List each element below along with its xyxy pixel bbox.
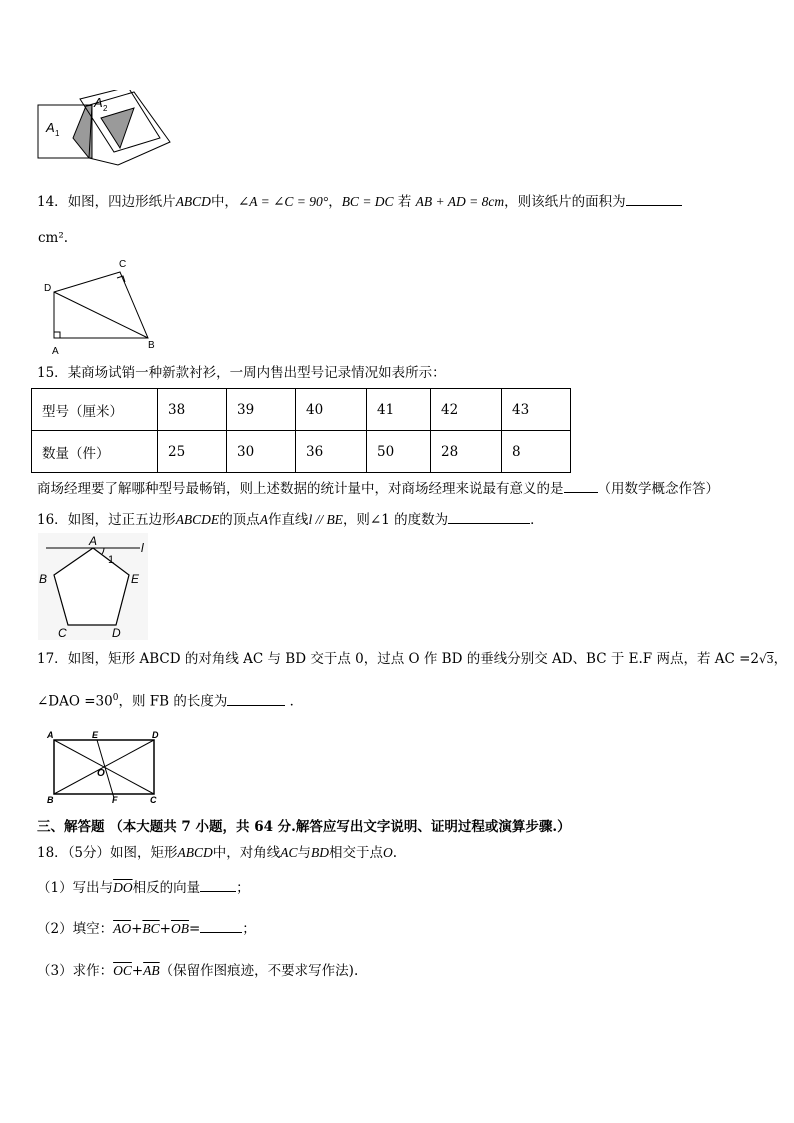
- table-cell: 25: [158, 431, 227, 473]
- quadrilateral-abcd-diagram: [38, 254, 168, 358]
- label-b: B: [39, 572, 48, 586]
- q16-line: l // BE: [308, 512, 343, 527]
- q14-unit: cm²: [38, 230, 64, 246]
- q16-number: 16．: [37, 512, 68, 528]
- vector-ob: $\overline{OB}$: [170, 921, 189, 936]
- label-a: A: [89, 534, 98, 548]
- label-a: A: [52, 346, 59, 357]
- plus-sign: +: [131, 963, 144, 979]
- q16-text-2: 的顶点: [219, 512, 260, 528]
- q17-number: 17．: [37, 651, 68, 667]
- q18-text-1: 如图，矩形: [110, 845, 178, 861]
- q14-text-2: 中，: [210, 194, 238, 210]
- table-cell: 38: [158, 389, 227, 431]
- q14-text-1: 如图，四边形纸片: [67, 194, 176, 210]
- q17-sqrt-value: 3: [766, 653, 774, 666]
- q16-text-4: ，则∠1 的度数为: [342, 512, 449, 528]
- q17-text-1: 如图，矩形 ABCD 的对角线 AC 与 BD 交于点 0，过点 O 作 BD 的垂线分别交 AD、BC 于 E.F 两点，若 AC =2: [67, 651, 760, 667]
- q18-end: .: [392, 845, 398, 861]
- right-angle-a: [54, 332, 60, 338]
- label-d: D: [152, 730, 159, 740]
- q17-answer-blank[interactable]: [227, 693, 285, 706]
- table-row: [32, 431, 571, 473]
- q14-unit-end: .: [63, 230, 69, 246]
- q16-figure: [38, 533, 148, 640]
- label-l: l: [141, 541, 144, 555]
- vector-ab: $\overline{AB}$: [143, 963, 160, 978]
- q18-bd: BD: [311, 845, 330, 860]
- q18-text: [37, 844, 397, 862]
- label-o: O: [97, 768, 105, 779]
- q16-point-a: A: [259, 512, 268, 527]
- label-e: E: [131, 572, 140, 586]
- q16-text-3: 作直线: [267, 512, 309, 528]
- table-header-count: 数量（件）: [32, 431, 158, 473]
- q18-p3-label: （3）求作：: [37, 963, 114, 979]
- q16-answer-blank[interactable]: [448, 511, 530, 524]
- q14-number: 14．: [37, 194, 68, 210]
- table-cell: 39: [227, 389, 296, 431]
- label-b: B: [148, 340, 155, 351]
- vector-oc: $\overline{OC}$: [113, 963, 132, 978]
- table-row: [32, 389, 571, 431]
- q14-text: [37, 193, 682, 211]
- label-d: D: [44, 283, 52, 294]
- q18-text-3: 与: [297, 845, 312, 861]
- q17-end: ．: [289, 693, 304, 710]
- label-f: F: [112, 795, 118, 805]
- q14-sep-1: ，: [328, 194, 342, 210]
- label-a1-sub: 1: [55, 129, 60, 138]
- q18-point-o: O: [383, 845, 393, 860]
- q18-part-2: [37, 920, 256, 938]
- q15-after-1: 商场经理要了解哪种型号最畅销，则上述数据的统计量中，对商场经理来说最有意义的是: [37, 481, 564, 497]
- q14-abcd: ABCD: [175, 194, 211, 209]
- table-cell: 42: [431, 389, 502, 431]
- q15-followup: [37, 480, 719, 498]
- q18-p1-label: （1）写出与: [37, 880, 114, 896]
- q18-abcd: ABCD: [177, 845, 213, 860]
- overlapping-squares-diagram: [34, 90, 174, 170]
- q15-answer-blank[interactable]: [564, 480, 598, 493]
- q18-number: 18．: [37, 845, 68, 861]
- q14-condition-2: BC = DC: [341, 194, 394, 209]
- q17-degree: 0: [112, 693, 119, 703]
- q16-text-1: 如图，过正五边形: [67, 512, 176, 528]
- q18-p1-end: ；: [236, 880, 250, 896]
- q17-text-2: ∠DAO =30: [37, 693, 113, 710]
- diagonal-db: [54, 292, 148, 338]
- q14-unit-line: [38, 229, 68, 247]
- sqrt-symbol: √: [759, 652, 767, 666]
- table-cell: 28: [431, 431, 502, 473]
- table-cell: 43: [502, 389, 571, 431]
- table-header-size: 型号（厘米）: [32, 389, 158, 431]
- q17-text: [37, 650, 787, 669]
- label-a2-sub: 2: [103, 104, 108, 113]
- label-b: B: [47, 795, 54, 805]
- q18-part-3: [37, 962, 358, 980]
- rectangle-diagram: [44, 728, 170, 806]
- q15-table: [31, 388, 571, 473]
- q18-part-1: [37, 879, 250, 897]
- table-cell: 30: [227, 431, 296, 473]
- q17-figure: [44, 728, 170, 806]
- table-cell: 41: [367, 389, 431, 431]
- q14-text-3: 若: [397, 194, 412, 210]
- label-a: A: [47, 730, 54, 740]
- label-c: C: [58, 626, 67, 640]
- q18-text-4: 相交于点: [329, 845, 384, 861]
- q18-score: （5分）: [67, 845, 111, 861]
- pentagon-diagram: [38, 533, 148, 640]
- section-3-heading: [37, 818, 571, 836]
- q18-p1-answer-blank[interactable]: [200, 879, 236, 892]
- q16-abcde: ABCDE: [175, 512, 220, 527]
- q17-text-line2: [37, 689, 303, 711]
- q17-text-3: ，则 FB 的长度为: [118, 693, 228, 710]
- label-e: E: [92, 730, 99, 740]
- q16-end: ．: [530, 512, 544, 528]
- q16-text: [37, 511, 544, 529]
- q15-after-2: （用数学概念作答）: [597, 481, 719, 497]
- q14-figure: [38, 254, 168, 358]
- q18-p3-text: （保留作图痕迹，不要求写作法).: [159, 963, 359, 979]
- table-cell: 36: [296, 431, 367, 473]
- q14-answer-blank[interactable]: [626, 193, 682, 206]
- vector-ao: $\overline{AO}$: [113, 921, 132, 936]
- equals-sign: =: [188, 921, 201, 937]
- q13-figure: [34, 90, 174, 170]
- label-d: D: [112, 626, 121, 640]
- table-cell: 50: [367, 431, 431, 473]
- label-c: C: [150, 795, 157, 805]
- q18-p2-answer-blank[interactable]: [200, 920, 242, 933]
- q18-text-2: 中，对角线: [212, 845, 281, 861]
- q18-p1-text: 相反的向量: [132, 880, 201, 896]
- q14-condition-3: AB + AD = 8cm: [415, 194, 505, 209]
- q15-number: 15．: [37, 365, 68, 381]
- plus-sign: +: [159, 921, 171, 937]
- q18-p2-label: （2）填空：: [37, 921, 114, 937]
- vector-do: $\overline{DO}$: [113, 880, 133, 895]
- table-cell: 8: [502, 431, 571, 473]
- q17-text-1-end: ，: [773, 651, 788, 667]
- q14-condition-1: ∠A = ∠C = 90°: [237, 194, 329, 209]
- q18-p2-end: ；: [242, 921, 256, 937]
- q15-question: 某商场试销一种新款衬衫，一周内售出型号记录情况如表所示：: [67, 365, 446, 381]
- q14-text-4: ，则该纸片的面积为: [504, 194, 626, 210]
- section-3-note: （本大题共 7 小题，共 64 分.解答应写出文字说明、证明过程或演算步骤.）: [109, 819, 571, 835]
- q18-ac: AC: [280, 845, 298, 860]
- quadrilateral: [54, 272, 148, 338]
- label-a2: A: [94, 95, 103, 110]
- section-3-title: 三、解答题: [37, 819, 105, 835]
- label-angle-1: 1: [108, 554, 115, 566]
- label-c: C: [119, 259, 127, 270]
- label-a1: A: [46, 120, 55, 135]
- shaded-region-a2: [101, 108, 134, 148]
- plus-sign: +: [131, 921, 143, 937]
- q15-text: [37, 364, 446, 382]
- vector-bc: $\overline{BC}$: [142, 921, 160, 936]
- table-cell: 40: [296, 389, 367, 431]
